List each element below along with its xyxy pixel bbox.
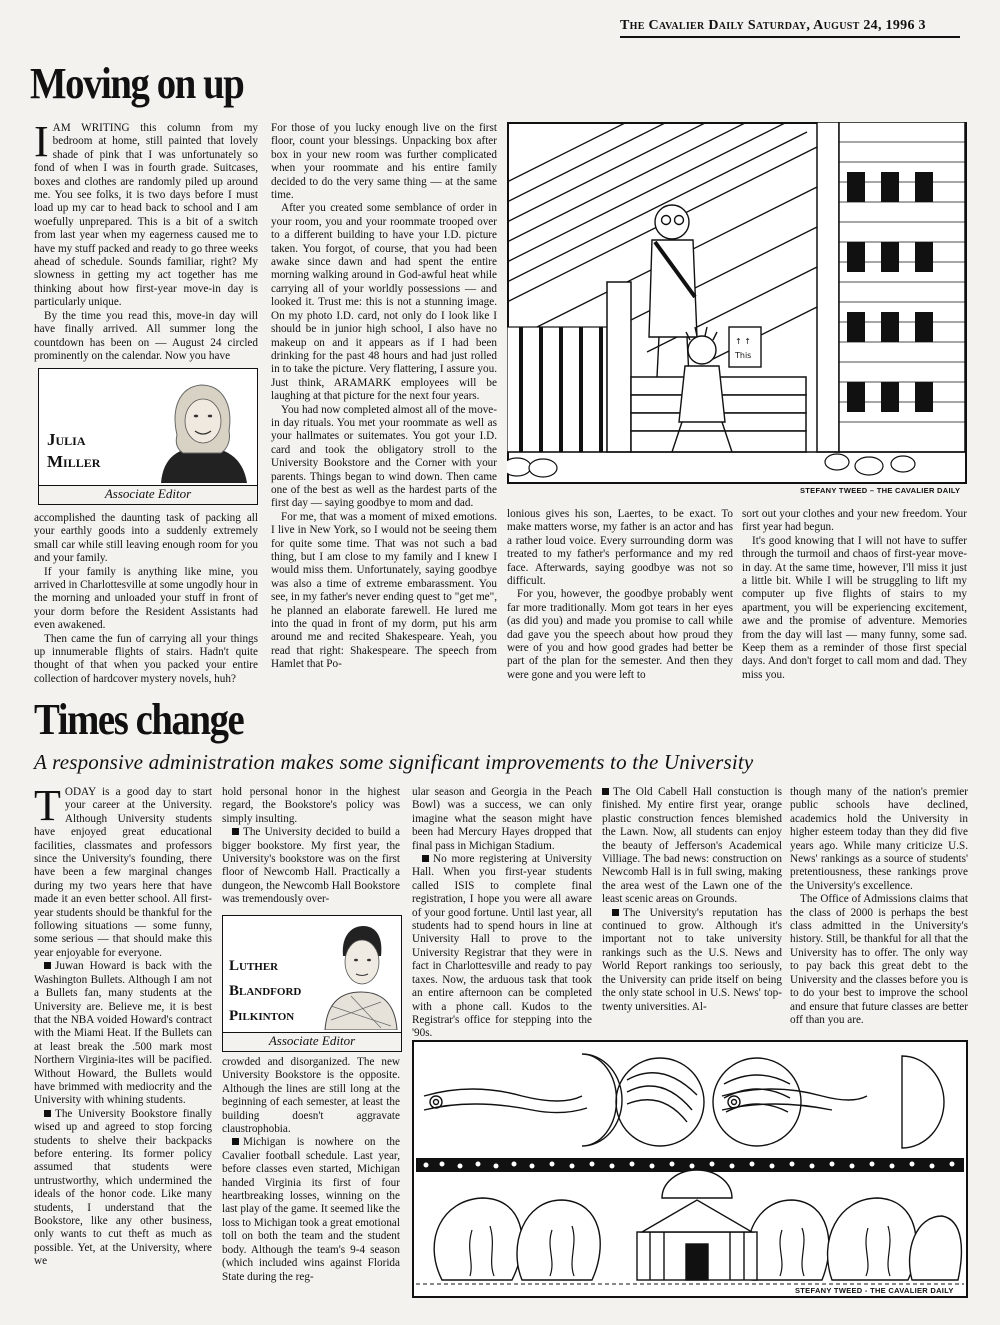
article2-paragraph: The University decided to build a bigger bookstore. My first year, the University's bookstore was on the first floor of Newcomb Hall. Practically a dungeon, the Newcomb Hall Bookstore was tremendously over- <box>222 826 400 906</box>
article2-column-2-top <box>222 786 400 907</box>
svg-text:↑ ↑: ↑ ↑ <box>735 337 751 346</box>
article2-paragraph: The Old Cabell Hall constuction is finished. My entire first year, orange plastic construction fences blemished the Lawn. Now, all students can enjoy the beauty of Jefferson's Academical Villiage. The bad news: construction on Newcomb Hall is in full swing, making the area west of the Lawn one of the least scenic areas on Grounds. <box>602 786 782 906</box>
bullet-icon <box>602 788 609 795</box>
article1-column-1-bottom <box>34 512 258 686</box>
article2-paragraph: hold personal honor in the highest regard, the Bookstore's policy was simply insulting. <box>222 786 400 825</box>
illustration-moon-phases-rotunda <box>412 1040 968 1302</box>
article1-paragraph: It's good knowing that I will not have to suffer through the turmoil and chaos of first-year move-in day. At the same time, however, I'll miss it just a little bit. While I will be struggling to lift my computer up five flights of stairs to my apartment, you will be experiencing excitement, awe and the promise of adventure. Memories from the day will last — many funny, some sad. Keep them as a reminder of those first special days. And don't forget to call mom and dad. They miss you. <box>742 534 967 681</box>
article2-column-2-bottom <box>222 1056 400 1284</box>
article2-paragraph: The Office of Admissions claims that the class of 2000 is perhaps the best class admitted in the University's history. Still, be thankful for all that the University has to offer. The only way to pay back this great debt to the University and the classes before you is to do your best to improve the school and ensure that future classes are better off than you are. <box>790 893 968 1026</box>
article2-paragraph: The University's reputation has continued to grow. Although it's important not to take university rankings such as the U.S. News and World Report rankings too seriously, the University can pride itself on being the only state school in U.S. News' top-twenty universities. Al- <box>602 906 782 1013</box>
portrait-luther <box>321 916 401 1030</box>
article1-paragraph: For those of you lucky enough live on the first floor, count your blessings. Unpacking box after box in your new room was further complicated when your roommate and his entire family decided to do the very same thing — at the same time. <box>271 122 497 202</box>
article2-column-3 <box>412 786 592 1041</box>
article1-column-2 <box>271 122 497 672</box>
article1-paragraph: By the time you read this, move-in day will have finally arrived. All summer long the countdown has been on — August 24 circled prominently on the calendar. Now you have <box>34 309 258 362</box>
article2-column-1 <box>34 781 212 1269</box>
author-photo-julia-miller <box>38 368 258 486</box>
article1-paragraph: For you, however, the goodbye probably went far more traditionally. Mom got tears in her eyes (as did you) and made you promise to call while dad gave you the speech about how proud they were of you and how good grades had better be part of the plan for the semester. And then they were gone and you were left to <box>507 588 733 681</box>
article1-paragraph: After you created some semblance of order in your room, you and your roommate trooped over to a different building to have your I.D. picture taken. You forgot, of course, that you had been awake since dawn and had spent the entire morning walking around in God-awful heat while carrying all of your worldly possessions — and looked it. Trust me: this is not a stunning image. On my photo I.D. card, not only do I look like I should be in junior high school, I also have no makeup on and it appears as if I had been drinking for the past 48 hours and had just rolled in to take the picture. Very flattering, I assure you. Just think, ARAMARK employees will be laughing at that picture for the next four years. <box>271 202 497 403</box>
article2-paragraph: The University Bookstore finally wised up and agreed to stop forcing students to shelve their backpacks before entering. Its former policy assumed that students were untrustworthy, which undermined the ideals of the honor code. Like many students, I understand that the Bookstore, like any other business, only wants to cut theft as much as possible. Yet, at the University, where we <box>34 1107 212 1268</box>
illustration-credit: STEFANY TWEED – THE CAVALIER DAILY <box>800 486 961 495</box>
article2-column-5 <box>790 786 968 1027</box>
illustration-dorm-move-in <box>507 122 967 484</box>
article1-paragraph: IAM WRITING this column from my bedroom at home, still painted that lovely shade of pink that I was unfortunately so fond of when I was in fourth grade. Suitcases, boxes and clothes are randomly piled up around me. You see folks, it is two days before I must load up my car to head back to school and I am woefully unprepared. This is a bit of a switch from last year when my eagerness caused me to have my stuff packed and ready to go three weeks ahead of schedule. Sounds familiar, right? My slowness in getting my act together has me thinking about how first-year move-in day is particularly unique. <box>34 117 258 309</box>
author-title-associate-editor: Associate Editor <box>222 1033 402 1052</box>
author-name: Luther Blandford Pilkinton <box>229 958 302 1024</box>
bullet-icon <box>232 1138 239 1145</box>
headline-times-change: Times change <box>34 695 244 744</box>
bullet-icon <box>422 855 429 862</box>
drop-cap: I <box>34 117 49 166</box>
article2-paragraph: though many of the nation's premier public schools have declined, academics hold the University in higher esteem today than they did five years ago. While many criticize U.S. News' rankings as a source of students' pretentiousness, these rankings prove the University's excellence. <box>790 786 968 892</box>
article1-column-4 <box>742 508 967 682</box>
article2-paragraph: Juwan Howard is back with the Washington Bullets. Although I am not a Bullets fan, many students at the University are. Believe me, it is best that the NBA voided Howard's contract with the Miami Heat. If the Bullets can at least break the .500 mark most Northern Virginia-ites will be pacified. Without Howard, the Bullets would have brimmed with mediocrity and the University with whining students. <box>34 960 212 1107</box>
article1-column-1-top <box>34 117 258 363</box>
author-title-associate-editor: Associate Editor <box>38 486 258 505</box>
svg-text:This: This <box>735 351 752 360</box>
article2-paragraph: ular season and Georgia in the Peach Bowl) was a success, we can only imagine what the season might have been had Mercury Hayes dropped that final pass in Michigan Stadium. <box>412 786 592 852</box>
masthead: The Cavalier Daily Saturday, August 24, 1996 3 <box>620 18 960 38</box>
headline-moving-on-up: Moving on up <box>30 59 244 108</box>
article2-paragraph: crowded and disorganized. The new University Bookstore is the opposite. Although the lines are still long at the beginning of each semester, at least the building doesn't aggravate claustrophobia. <box>222 1056 400 1136</box>
article1-paragraph: You had now completed almost all of the move-in day rituals. You met your roommate as well as your hallmates or suitemates. You got your I.D. card and took the obligatory stroll to the University Bookstore and the Corner with your parents. Things began to wind down. Then came one of the best as well as the hardest parts of the first day — saying goodbye to mom and dad. <box>271 403 497 510</box>
article1-paragraph: accomplished the daunting task of packing all your earthly goods into a suddenly extremely small car while still leaving enough room for you and your family. <box>34 512 258 565</box>
author-name: Julia Miller <box>47 430 101 471</box>
article1-column-3 <box>507 508 733 682</box>
portrait-julia <box>149 369 255 483</box>
article2-paragraph: Michigan is nowhere on the Cavalier football schedule. Last year, before classes even started, Michigan handed Virginia its first of four heartbreaking losses, winning on the last play of the game. It seemed like the loss to Michigan took a great emotional toll on both the team and the student body. Although the team's 9-4 season (which included wins against Florida State during the reg- <box>222 1136 401 1283</box>
subheadline: A responsive administration makes some significant improvements to the University <box>34 750 754 774</box>
article2-paragraph: TODAY is a good day to start your career at the University. Although University students have enjoyed great educational facilities, classmates and professors since the University's founding, there have been a few marginal changes during my two years here that have made it an even better school. All first-year students should be thankful for the following situations — some funny, some serious — that should make this year enjoyable for everyone. <box>34 781 212 959</box>
bullet-icon <box>44 962 51 969</box>
bullet-icon <box>612 909 619 916</box>
article2-paragraph: No more registering at University Hall. When you first-year students called ISIS to complete final registration, I hope you were all aware of your good fortune. Until last year, all students had to spend hours in line at University Hall to prove to the University Registrar that they were in fact in Charlottesville and ready to pay taxes. Now, the arduous task that took an entire afternoon can be completed with a phone call. Kudos to the Registrar's office for stepping into the '90s. <box>412 853 592 1040</box>
author-photo-luther-pilkinton <box>222 915 402 1033</box>
bullet-icon <box>232 828 239 835</box>
bullet-icon <box>44 1110 51 1117</box>
illustration-credit: STEFANY TWEED - THE CAVALIER DAILY <box>795 1286 954 1295</box>
article1-paragraph: sort out your clothes and your new freedom. Your first year had begun. <box>742 508 967 534</box>
drop-cap: T <box>34 781 61 830</box>
article1-paragraph: lonious gives his son, Laertes, to be exact. To make matters worse, my father is an actor and has a rather loud voice. Every surrounding dorm was treated to my father's performance and my red face. Afterwards, saying goodbye was not so difficult. <box>507 508 733 588</box>
article2-column-4 <box>602 786 782 1014</box>
article1-paragraph: For me, that was a moment of mixed emotions. I live in New York, so I would not be seeing them for quite some time. That was not such a bad thing, but I am close to my family and I knew I would miss them. Unfortunately, saying goodbye was also a time of extreme embarassment. You see, in my father's never ending quest to "get me", he planned an elaborate farewell. He lured me into the quad in front of my dorm, put his arm around me and recited Shakespeare. Yeah, you read that right: Shakespeare. The speech from Hamlet that Po- <box>271 510 497 671</box>
article1-paragraph: If your family is anything like mine, you arrived in Charlottesville at some ungodly hour in the morning and unloaded your stuff in front of your dorm before the Resident Assistants had even awakened. <box>34 565 258 632</box>
article1-paragraph: Then came the fun of carrying all your things up innumerable flights of stairs. Hadn't quite thought of that when you packed your entire collection of hardcover mystery novels, huh? <box>34 632 258 685</box>
